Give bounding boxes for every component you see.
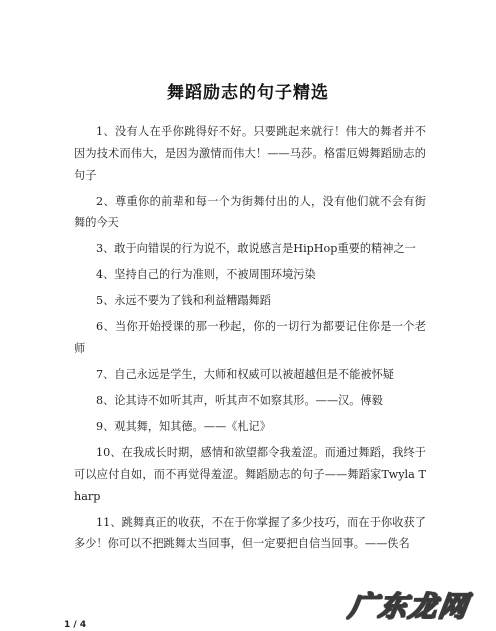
paragraph-9: 9、观其舞，知其德。——《札记》 bbox=[96, 420, 271, 434]
paragraph-11: 11、跳舞真正的收获，不在于你掌握了多少技巧，而在于你收获了多少！你可以不把跳舞太当回事，但一定要把自信当回事。——佚名 bbox=[74, 515, 426, 551]
document-title: 舞蹈励志的句子精选 bbox=[167, 83, 329, 103]
paragraph-6: 6、当你开始授课的那一秒起，你的一切行为都要记住你是一个老师 bbox=[74, 320, 426, 356]
paragraph-2: 2、尊重你的前辈和每一个为街舞付出的人，没有他们就不会有街舞的今天 bbox=[74, 194, 426, 230]
paragraph-8: 8、论其诗不如听其声，听其声不如察其形。——汉。傅毅 bbox=[96, 394, 383, 408]
paragraph-4: 4、坚持自己的行为准则，不被周围环境污染 bbox=[96, 268, 316, 282]
paragraph-7: 7、自己永远是学生，大师和权威可以被超越但是不能被怀疑 bbox=[96, 368, 394, 382]
paragraph-10: 10、在我成长时期，感情和欲望都令我羞涩。而通过舞蹈，我终于可以应付自如，而不再觉得羞涩。舞蹈励志的句子——舞蹈家Twyla Tharp bbox=[74, 446, 426, 503]
document-body bbox=[74, 121, 426, 559]
paragraph-5: 5、永远不要为了钱和利益糟蹋舞蹈 bbox=[96, 294, 271, 308]
paragraph-3: 3、敢于向错误的行为说不，敢说感言是HipHop重要的精神之一 bbox=[96, 242, 416, 256]
watermark-text: 广东龙网 bbox=[346, 590, 472, 623]
page-number: 1 / 4 bbox=[64, 620, 87, 630]
watermark-logo bbox=[330, 584, 488, 626]
paragraph-1: 1、没有人在乎你跳得好不好。只要跳起来就行！伟大的舞者并不因为技术而伟大，是因为激情而伟大！——马莎。格雷厄姆舞蹈励志的句子 bbox=[74, 125, 426, 182]
